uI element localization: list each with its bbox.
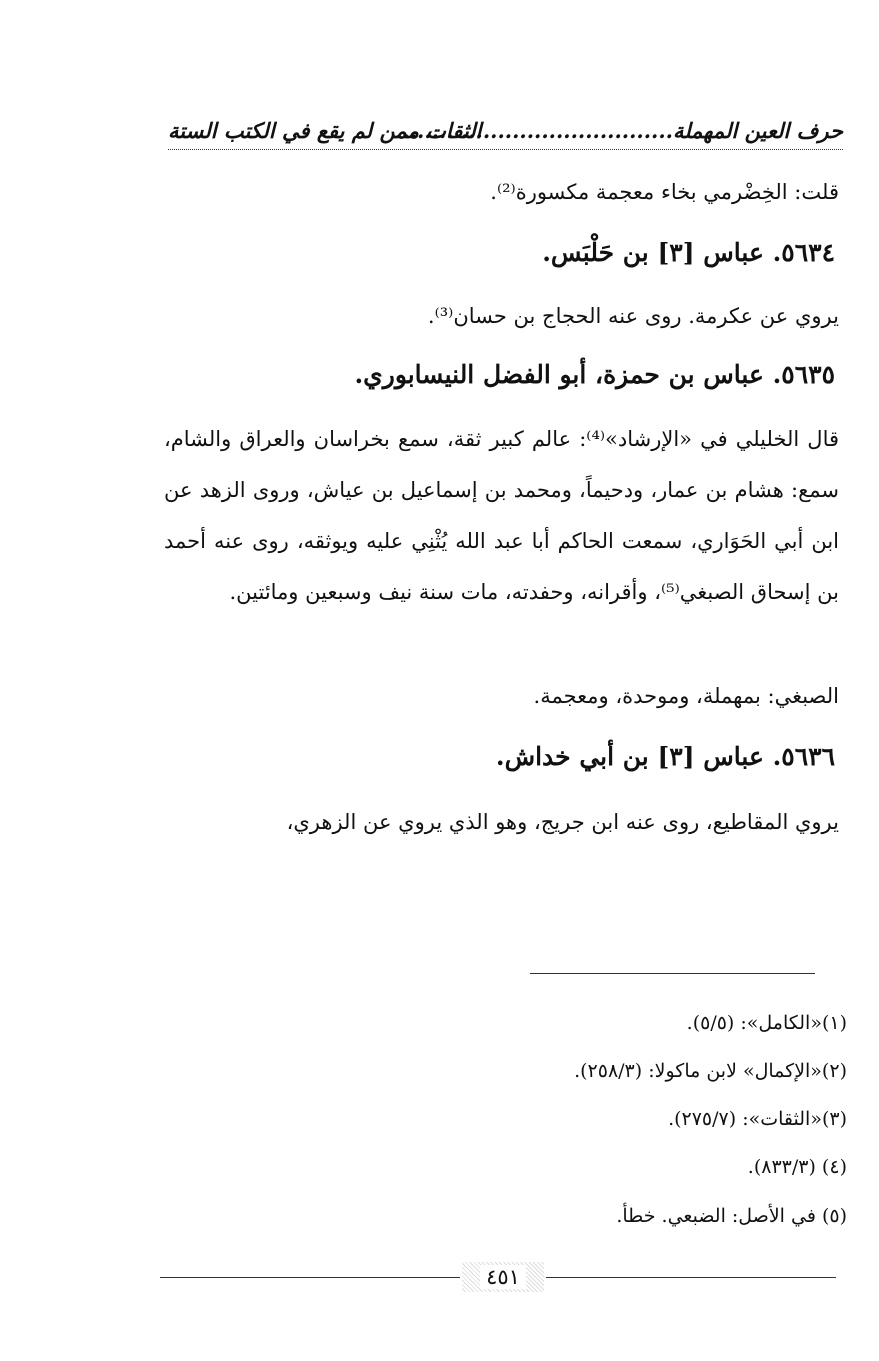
footnote-5: (٥) في الأصل: الضبعي. خطأ. [616,1205,847,1227]
entry-heading-5636: ٥٦٣٦. عباس [٣] بن أبي خداش. [495,742,835,771]
footnote-1: (١)«الكامل»: (٥/٥). [686,1012,847,1034]
footnote-4: (٤) (٨٣٣/٣). [747,1156,847,1178]
footnote-separator [530,973,815,974]
entry-heading-5635: ٥٦٣٥. عباس بن حمزة، أبو الفضل النيسابوري. [354,360,835,389]
footnote-3: (٣)«الثقات»: (٢٧٥/٧). [668,1108,847,1130]
body-paragraph-khalili: قال الخليلي في «الإرشاد»⁽⁴⁾: عالم كبير ثقة، سمع بخراسان والعراق والشام، سمع: هشام بن عمار، ودحيماً، ومحمد بن إسماعيل بن عياش، وروى الزهد عن ابن أبي الحَوَاري، سمعت الحاكم أبا عبد الله يُثْنِي عليه ويوثقه، روى عنه أحمد بن إسحاق الصبغي⁽⁵⁾، وأقرانه، وحفدته، مات سنة نيف وسبعين ومائتين. [164,427,840,604]
entry-heading-5634: ٥٦٣٤. عباس [٣] بن حَلْبَس. [542,238,835,267]
running-header [168,118,843,150]
header-chapter-title: حرف العين المهملة...................................... [395,118,843,143]
body-line-maqati: يروي المقاطيع، روى عنه ابن جريج، وهو الذي يروي عن الزهري، [286,810,839,834]
bottom-rule-left [160,1277,460,1278]
header-book-title: الثقات ممن لم يقع في الكتب الستة [168,118,482,143]
page-number [462,1262,544,1292]
body-line-khidrami: قلت: الخِضْرمي بخاء معجمة مكسورة⁽²⁾. [490,180,839,204]
page-number-text: ٤٥١ [480,1265,526,1289]
footnote-2: (٢)«الإكمال» لابن ماكولا: (٢٥٨/٣). [574,1060,847,1082]
body-line-yarwi-ikrima: يروي عن عكرمة. روى عنه الحجاج بن حسان⁽³⁾. [427,304,839,328]
bottom-rule-right [546,1277,836,1278]
body-line-sibghi: الصبغي: بمهملة، وموحدة، ومعجمة. [533,684,839,708]
